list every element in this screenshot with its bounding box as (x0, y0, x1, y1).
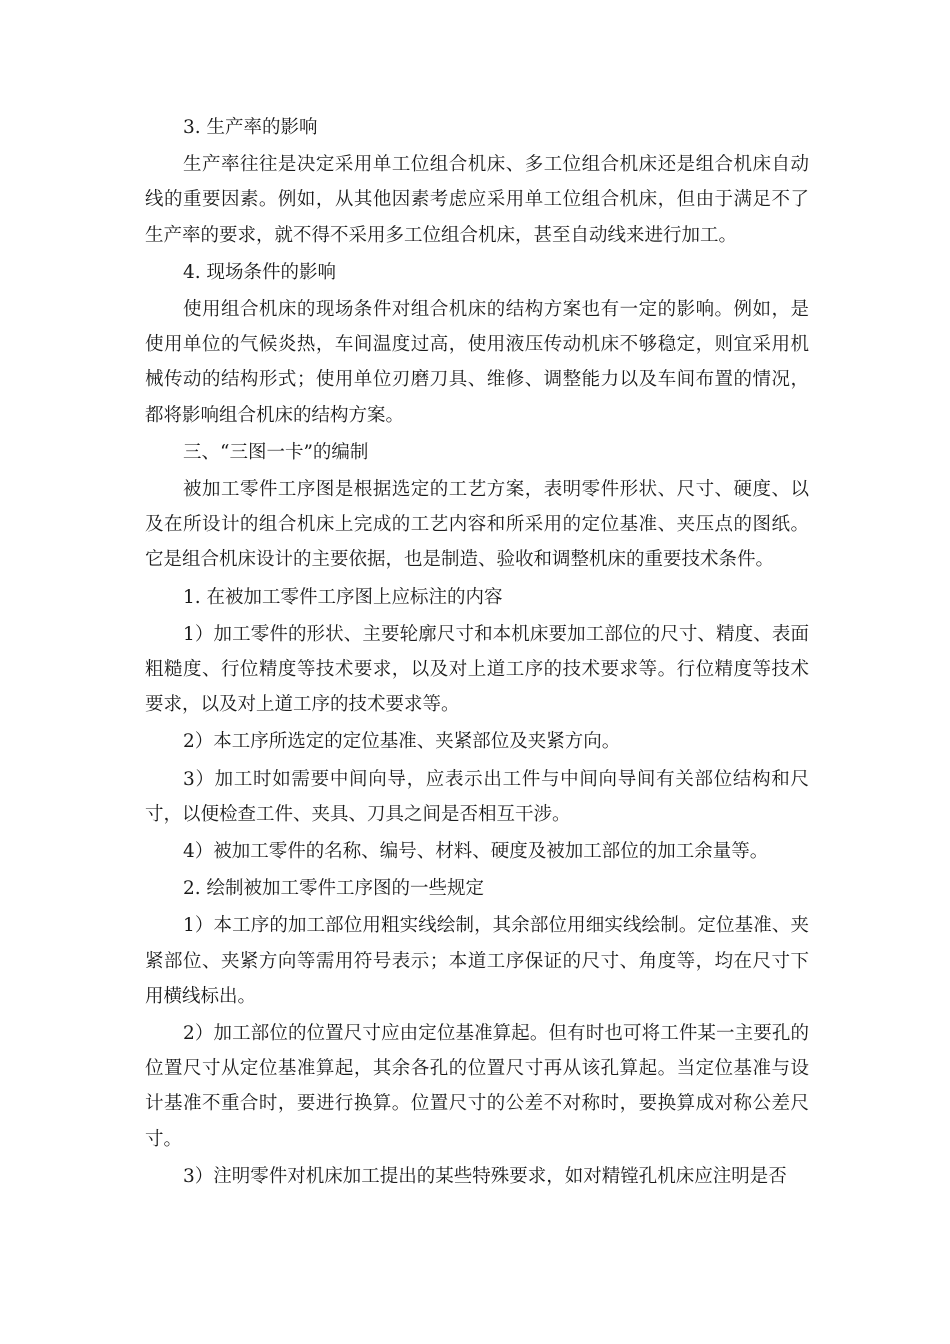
list-item: 2）加工部位的位置尺寸应由定位基准算起。但有时也可将工件某一主要孔的位置尺寸从定位基准算起，其余各孔的位置尺寸再从该孔算起。当定位基准与设计基准不重合时，要进行换算。位置尺寸的公差不对称时，要换算成对称公差尺寸。 (145, 1023, 809, 1150)
list-item: 3）注明零件对机床加工提出的某些特殊要求，如对精镗孔机床应注明是否 (183, 1165, 787, 1187)
list-item: 3）加工时如需要中间向导，应表示出工件与中间向导间有关部位结构和尺寸，以便检查工件、夹具、刀具之间是否相互干涉。 (145, 768, 809, 825)
section-heading: 4. 现场条件的影响 (183, 261, 337, 283)
list-item: 1）本工序的加工部位用粗实线绘制，其余部位用细实线绘制。定位基准、夹紧部位、夹紧方向等需用符号表示；本道工序保证的尺寸、角度等，均在尺寸下用横线标出。 (145, 915, 809, 1007)
body-paragraph: 被加工零件工序图是根据选定的工艺方案，表明零件形状、尺寸、硬度、以及在所设计的组合机床上完成的工艺内容和所采用的定位基准、夹压点的图纸。它是组合机床设计的主要依据，也是制造、验收和调整机床的重要技术条件。 (145, 479, 809, 571)
list-item: 1）加工零件的形状、主要轮廓尺寸和本机床要加工部位的尺寸、精度、表面粗糙度、行位精度等技术要求，以及对上道工序的技术要求等。行位精度等技术要求，以及对上道工序的技术要求等。 (145, 623, 809, 716)
body-paragraph: 使用组合机床的现场条件对组合机床的结构方案也有一定的影响。例如，是使用单位的气候炎热，车间温度过高，使用液压传动机床不够稳定，则宜采用机械传动的结构形式；使用单位刃磨刀具、维修、调整能力以及车间布置的情况，都将影响组合机床的结构方案。 (145, 299, 809, 426)
section-heading: 2. 绘制被加工零件工序图的一些规定 (183, 878, 485, 900)
list-item: 2）本工序所选定的定位基准、夹紧部位及夹紧方向。 (183, 731, 621, 753)
document-page (145, 110, 809, 1196)
section-heading: 1. 在被加工零件工序图上应标注的内容 (183, 586, 503, 608)
list-item: 4）被加工零件的名称、编号、材料、硬度及被加工部位的加工余量等。 (183, 841, 769, 863)
body-paragraph: 生产率往往是决定采用单工位组合机床、多工位组合机床还是组合机床自动线的重要因素。例如，从其他因素考虑应采用单工位组合机床，但由于满足不了生产率的要求，就不得不采用多工位组合机床，甚至自动线来进行加工。 (145, 154, 809, 246)
section-heading: 3. 生产率的影响 (183, 117, 318, 138)
chapter-heading: 三、“三图一卡”的编制 (183, 441, 369, 463)
